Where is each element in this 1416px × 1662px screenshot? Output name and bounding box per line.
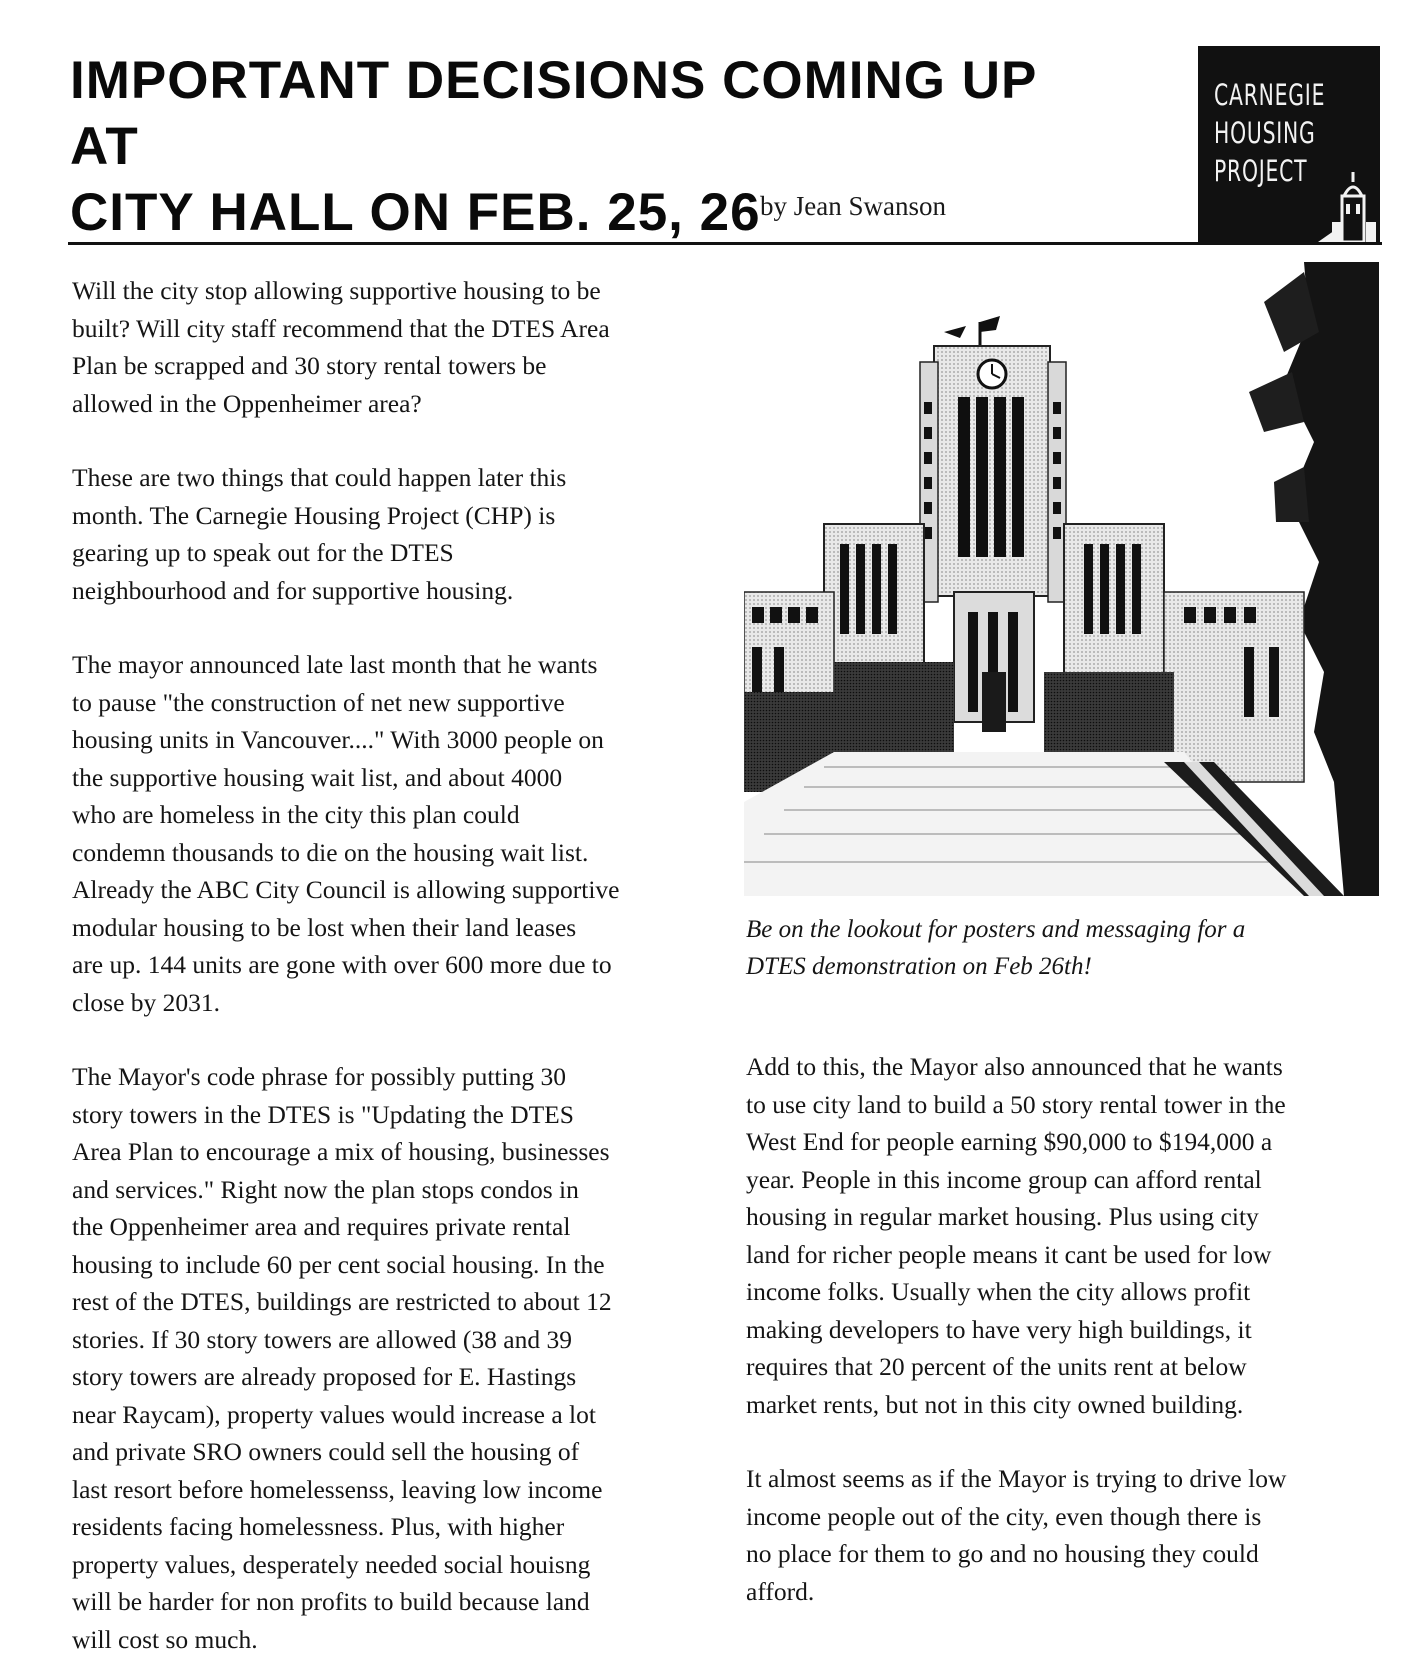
- paragraph: The mayor announced late last month that he wants to pause "the construction of net new supportive housing units in Vancouver...." With 3000 people on the supportive housing wait list, and about 4000 who are homeless in the city this plan could condemn thousands to die on the housing wait list. Already the ABC City Council is allowing supportive modular housing to be lost when their land leases are up. 144 units are gone with over 600 more due to close by 2031.: [72, 650, 620, 1017]
- city-hall-photo: [744, 262, 1379, 896]
- article-headline: IMPORTANT DECISIONS COMING UP AT CITY HALL ON FEB. 25, 26: [70, 51, 1037, 242]
- paragraph: Will the city stop allowing supportive housing to be built? Will city staff recommend that the DTES Area Plan be scrapped and 30 story rental towers be allowed in the Oppenheimer area?: [72, 276, 610, 418]
- paragraph: It almost seems as if the Mayor is trying to drive low income people out of the city, even though there is no place for them to go and no housing they could afford.: [746, 1464, 1287, 1606]
- logo-text: CARNEGIE HOUSING PROJECT: [1214, 78, 1326, 188]
- header-divider: [68, 242, 1382, 245]
- right-column: [746, 1048, 1386, 1610]
- article-byline: by Jean Swanson: [760, 191, 946, 221]
- paragraph: The Mayor's code phrase for possibly putting 30 story towers in the DTES is "Updating the DTES Area Plan to encourage a mix of housing, businesses and services." Right now the plan stops condos in the Oppenheimer area and requires private rental housing to include 60 per cent social housing. In the rest of the DTES, buildings are restricted to about 12 stories. If 30 story towers are allowed (38 and 39 story towers are already proposed for E. Hastings near Raycam), property values would increase a lot and private SRO owners could sell the housing of last resort before homelessenss, leaving low income residents facing homelessness. Plus, with higher property values, desperately needed social houisng will be harder for non profits to build because land will cost so much.: [72, 1062, 612, 1654]
- carnegie-housing-project-logo: [1198, 46, 1380, 242]
- paragraph: Add to this, the Mayor also announced that he wants to use city land to build a 50 story rental tower in the West End for people earning $90,000 to $194,000 a year. People in this income group can afford rental housing in regular market housing. Plus using city land for richer people means it cant be used for low income folks. Usually when the city allows profit making developers to have very high buildings, it requires that 20 percent of the units rent at below market rents, but not in this city owned building.: [746, 1052, 1286, 1419]
- photo-caption: Be on the lookout for posters and messaging for a DTES demonstration on Feb 26th!: [746, 916, 1246, 980]
- city-hall-tower-icon: [1198, 46, 1380, 242]
- paragraph: These are two things that could happen later this month. The Carnegie Housing Project (CHP) is gearing up to speak out for the DTES neighbourhood and for supportive housing.: [72, 463, 567, 605]
- left-column: [72, 272, 712, 1658]
